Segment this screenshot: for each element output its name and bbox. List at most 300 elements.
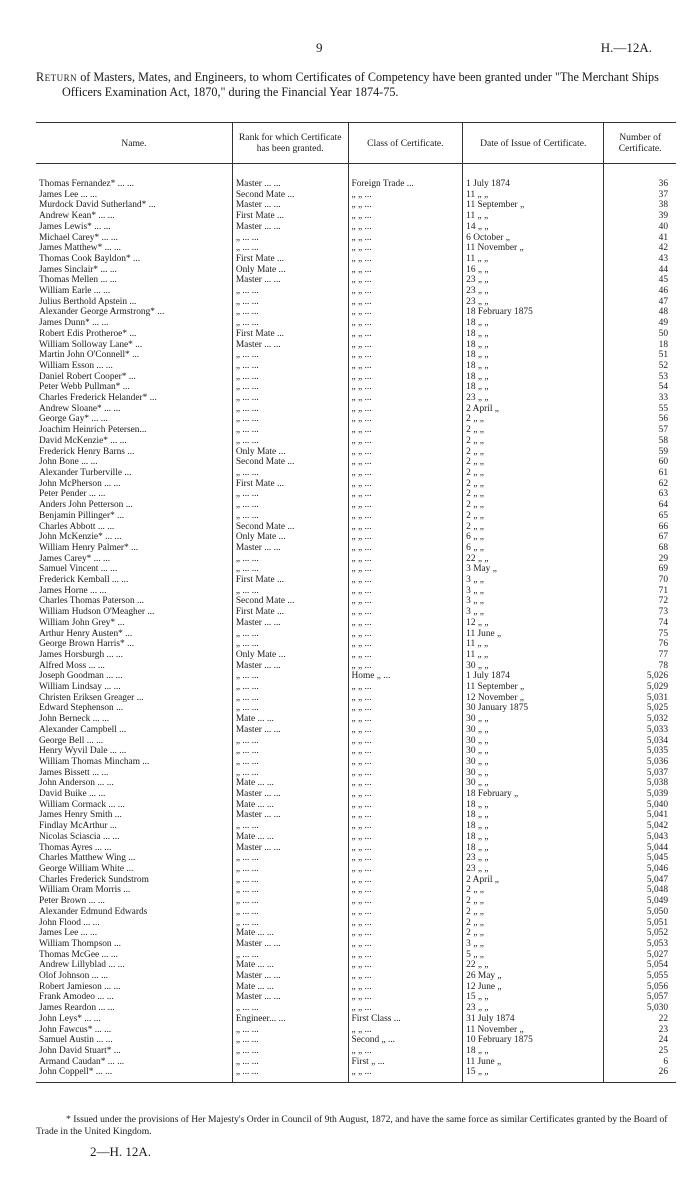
cell-name: James Horsburgh ... ...	[39, 649, 123, 660]
cell-date: 22 „ „	[463, 554, 604, 565]
cell-number: 41	[604, 233, 676, 244]
cell-date: 15 „ „	[463, 992, 604, 1003]
cell-class: „ „ ...	[348, 489, 463, 500]
cell-date: 18 „ „	[463, 832, 604, 843]
cell-name: Frederick Henry Barns ...	[39, 446, 135, 457]
cell-number: 63	[604, 489, 676, 500]
cell-rank: Master ... ...	[232, 843, 348, 854]
cell-number: 71	[604, 586, 676, 597]
cell-rank: „ ... ...	[232, 896, 348, 907]
cell-date: 2 „ „	[463, 479, 604, 490]
cell-rank: „ ... ...	[232, 554, 348, 565]
cell-date: 6 „ „	[463, 543, 604, 554]
cell-class: „ „ ...	[348, 725, 463, 736]
table-row	[36, 982, 676, 993]
cell-date: 23 „ „	[463, 1003, 604, 1014]
cell-date: 2 „ „	[463, 457, 604, 468]
cell-number: 5,042	[604, 821, 676, 832]
cell-name: William Cormack ... ...	[39, 799, 125, 810]
cell-class: „ „ ...	[348, 447, 463, 458]
cell-date: 31 July 1874	[463, 1014, 604, 1025]
cell-date: 30 January 1875	[463, 703, 604, 714]
title-lead: Return	[36, 70, 78, 84]
cell-class: „ „ ...	[348, 757, 463, 768]
table-row	[36, 607, 676, 618]
cell-name: John Coppell* ... ...	[36, 1067, 232, 1082]
cell-class: „ „ ...	[348, 554, 463, 565]
cell-number: 5,038	[604, 778, 676, 789]
table-row	[36, 992, 676, 1003]
table-row	[36, 928, 676, 939]
cell-class: „ „ ...	[348, 618, 463, 629]
table-row	[36, 350, 676, 361]
cell-class: „ „ ...	[348, 532, 463, 543]
table-row	[36, 960, 676, 971]
cell-number: 53	[604, 372, 676, 383]
cell-name: Julius Berthold Apstein ...	[39, 296, 137, 307]
cell-name: Thomas McGee ... ...	[39, 949, 118, 960]
table-row	[36, 950, 676, 961]
cell-rank: „ ... ...	[232, 736, 348, 747]
cell-number: 76	[604, 639, 676, 650]
cell-name: William John Grey* ...	[39, 617, 125, 628]
cell-class: „ „ ...	[348, 1025, 463, 1036]
cell-rank: „ ... ...	[232, 243, 348, 254]
cell-class: „ „ ...	[348, 821, 463, 832]
cell-date: 11 „ „	[463, 639, 604, 650]
cell-number: 78	[604, 661, 676, 672]
table-row	[36, 425, 676, 436]
cell-number: 5,056	[604, 982, 676, 993]
table-row	[36, 222, 676, 233]
cell-number: 33	[604, 393, 676, 404]
cell-number: 5,030	[604, 1003, 676, 1014]
table-row	[36, 286, 676, 297]
cell-date: 23 „ „	[463, 393, 604, 404]
cell-date: 11 November „	[463, 243, 604, 254]
title-text: of Masters, Mates, and Engineers, to whom Certificates of Competency have been granted under "The Merchant Ships Officers Examination Act, 1870," during the Financial Year 1874-75.	[62, 70, 659, 99]
cell-rank: Only Mate ...	[232, 650, 348, 661]
cell-class: „ „ ...	[348, 746, 463, 757]
cell-class: „ „ ...	[348, 350, 463, 361]
cell-name: Daniel Robert Cooper* ...	[39, 371, 136, 382]
cell-rank: First Mate ...	[232, 211, 348, 222]
cell-rank: „ ... ...	[232, 468, 348, 479]
cell-date: 18 „ „	[463, 843, 604, 854]
cell-date: 18 „ „	[463, 382, 604, 393]
cell-rank: „ ... ...	[232, 586, 348, 597]
table-row	[36, 736, 676, 747]
cell-date: 3 „ „	[463, 939, 604, 950]
cell-class: „ „ ...	[348, 1067, 463, 1082]
column-header-number: Number of Certificate.	[604, 123, 676, 164]
cell-class: „ „ ...	[348, 693, 463, 704]
cell-name: George Bell ... ...	[39, 735, 104, 746]
cell-rank: „ ... ...	[232, 950, 348, 961]
cell-number: 5,029	[604, 682, 676, 693]
cell-name: Robert Edis Protheroe* ...	[39, 328, 137, 339]
cell-number: 5,055	[604, 971, 676, 982]
cell-number: 5,032	[604, 714, 676, 725]
cell-name: John David Stuart* ...	[39, 1045, 121, 1056]
cell-rank: Master ... ...	[232, 200, 348, 211]
cell-name: Henry Wyvil Dale ... ...	[39, 746, 127, 757]
table-row	[36, 875, 676, 886]
certificates-table	[36, 122, 676, 1083]
table-row	[36, 564, 676, 575]
cell-number: 67	[604, 532, 676, 543]
cell-name: James Henry Smith ...	[39, 810, 122, 821]
table-row	[36, 843, 676, 854]
cell-name: Alexander Turberville ...	[39, 467, 132, 478]
cell-rank: „ ... ...	[232, 414, 348, 425]
cell-rank: Master ... ...	[232, 810, 348, 821]
cell-number: 61	[604, 468, 676, 479]
cell-date: 1 July 1874	[463, 671, 604, 682]
footer-reference: 2—H. 12A.	[90, 1144, 152, 1159]
table-row	[36, 650, 676, 661]
cell-name: James Sinclair* ... ...	[39, 264, 117, 275]
cell-rank: „ ... ...	[232, 918, 348, 929]
table-row	[36, 778, 676, 789]
cell-class: Home „ ...	[348, 671, 463, 682]
cell-date: 30 „ „	[463, 757, 604, 768]
cell-number: 65	[604, 511, 676, 522]
cell-rank: „ ... ...	[232, 1003, 348, 1014]
cell-number: 6	[604, 1057, 676, 1068]
table-row	[36, 586, 676, 597]
cell-rank: „ ... ...	[232, 564, 348, 575]
cell-number: 5,040	[604, 800, 676, 811]
table-row	[36, 832, 676, 843]
cell-class: „ „ ...	[348, 768, 463, 779]
cell-name: John Anderson ... ...	[39, 778, 114, 789]
cell-rank: „ ... ...	[232, 885, 348, 896]
cell-name: Charles Frederick Sundstrom	[39, 874, 149, 885]
table-row	[36, 1035, 676, 1046]
cell-number: 5,025	[604, 703, 676, 714]
column-header-class: Class of Certificate.	[348, 123, 463, 164]
cell-rank: „ ... ...	[232, 286, 348, 297]
cell-number: 26	[604, 1067, 676, 1082]
cell-name: Alfred Moss ... ...	[39, 660, 105, 671]
table-row	[36, 1003, 676, 1014]
cell-class: „ „ ...	[348, 596, 463, 607]
table-row	[36, 1014, 676, 1025]
cell-date: 11 September „	[463, 200, 604, 211]
cell-date: 6 „ „	[463, 532, 604, 543]
cell-rank: Only Mate ...	[232, 532, 348, 543]
cell-date: 2 „ „	[463, 436, 604, 447]
table-row	[36, 233, 676, 244]
cell-date: 18 „ „	[463, 800, 604, 811]
cell-name: William Henry Palmer* ...	[39, 542, 139, 553]
cell-number: 25	[604, 1046, 676, 1057]
cell-class: „ „ ...	[348, 286, 463, 297]
cell-rank: First Mate ...	[232, 479, 348, 490]
cell-number: 5,034	[604, 736, 676, 747]
cell-date: 11 „ „	[463, 190, 604, 201]
cell-date: 3 „ „	[463, 607, 604, 618]
cell-name: George Gay* ... ...	[39, 414, 108, 425]
cell-class: „ „ ...	[348, 907, 463, 918]
cell-name: Nicolas Sciascia ... ...	[39, 831, 120, 842]
table-row	[36, 971, 676, 982]
cell-class: „ „ ...	[348, 843, 463, 854]
cell-rank: Master ... ...	[232, 618, 348, 629]
cell-number: 5,047	[604, 875, 676, 886]
cell-rank: „ ... ...	[232, 297, 348, 308]
table-row	[36, 821, 676, 832]
cell-rank: „ ... ...	[232, 393, 348, 404]
table-row	[36, 382, 676, 393]
cell-number: 5,052	[604, 928, 676, 939]
cell-class: Foreign Trade ...	[348, 179, 463, 190]
cell-date: 2 „ „	[463, 522, 604, 533]
cell-number: 68	[604, 543, 676, 554]
cell-rank: Master ... ...	[232, 789, 348, 800]
cell-date: 23 „ „	[463, 275, 604, 286]
cell-number: 57	[604, 425, 676, 436]
cell-class: „ „ ...	[348, 682, 463, 693]
table-row	[36, 682, 676, 693]
cell-rank: Mate ... ...	[232, 778, 348, 789]
cell-number: 5,043	[604, 832, 676, 843]
cell-number: 39	[604, 211, 676, 222]
column-header-date: Date of Issue of Certificate.	[463, 123, 604, 164]
cell-class: „ „ ...	[348, 810, 463, 821]
table-row	[36, 254, 676, 265]
cell-date: 2 „ „	[463, 414, 604, 425]
cell-number: 5,027	[604, 950, 676, 961]
cell-name: Thomas Ayres ... ...	[39, 842, 112, 853]
table-row	[36, 575, 676, 586]
cell-number: 5,033	[604, 725, 676, 736]
table-row	[36, 522, 676, 533]
cell-rank: First Mate ...	[232, 329, 348, 340]
cell-name: Alexander George Armstrong* ...	[39, 307, 165, 318]
table-header-row	[36, 123, 676, 164]
cell-name: James Dunn* ... ...	[39, 318, 109, 329]
table-row	[36, 800, 676, 811]
cell-date: 2 „ „	[463, 489, 604, 500]
cell-name: Michael Carey* ... ...	[39, 232, 118, 243]
cell-date: 30 „ „	[463, 778, 604, 789]
cell-class: „ „ ...	[348, 853, 463, 864]
cell-number: 5,049	[604, 896, 676, 907]
cell-number: 50	[604, 329, 676, 340]
cell-rank: Master ... ...	[232, 725, 348, 736]
table-row	[36, 1046, 676, 1057]
cell-date: 11 June „	[463, 1057, 604, 1068]
cell-date: 18 „ „	[463, 350, 604, 361]
cell-name: William Esson ... ...	[39, 360, 113, 371]
cell-rank: „ ... ...	[232, 746, 348, 757]
cell-rank: „ ... ...	[232, 639, 348, 650]
cell-rank: „ ... ...	[232, 821, 348, 832]
cell-date: 11 November „	[463, 1025, 604, 1036]
cell-date: 18 „ „	[463, 340, 604, 351]
table-row	[36, 618, 676, 629]
cell-name: Andrew Sloane* ... ...	[39, 403, 121, 414]
table-row	[36, 725, 676, 736]
cell-date: 15 „ „	[463, 1067, 604, 1082]
cell-number: 42	[604, 243, 676, 254]
cell-date: 2 „ „	[463, 907, 604, 918]
cell-date: 18 „ „	[463, 318, 604, 329]
cell-number: 23	[604, 1025, 676, 1036]
cell-rank: Master ... ...	[232, 971, 348, 982]
cell-class: „ „ ...	[348, 243, 463, 254]
cell-date: 2 „ „	[463, 500, 604, 511]
cell-class: „ „ ...	[348, 736, 463, 747]
cell-rank: „ ... ...	[232, 768, 348, 779]
cell-name: William Lindsay ... ...	[39, 682, 121, 693]
cell-class: „ „ ...	[348, 222, 463, 233]
cell-name: Joseph Goodman ... ...	[39, 671, 123, 682]
cell-number: 69	[604, 564, 676, 575]
cell-number: 5,037	[604, 768, 676, 779]
cell-number: 5,053	[604, 939, 676, 950]
cell-date: 2 April „	[463, 404, 604, 415]
cell-class: „ „ ...	[348, 661, 463, 672]
cell-name: Alexander Campbell ...	[39, 724, 127, 735]
cell-name: Thomas Cook Bayldon* ...	[39, 253, 141, 264]
cell-name: James Reardon ... ...	[39, 1003, 115, 1014]
cell-number: 5,026	[604, 671, 676, 682]
cell-class: „ „ ...	[348, 297, 463, 308]
cell-rank: Mate ... ...	[232, 800, 348, 811]
cell-rank: Master ... ...	[232, 939, 348, 950]
cell-name: Samuel Austin ... ...	[39, 1035, 113, 1046]
cell-date: 18 „ „	[463, 810, 604, 821]
cell-number: 5,045	[604, 853, 676, 864]
cell-date: 18 „ „	[463, 372, 604, 383]
cell-class: „ „ ...	[348, 982, 463, 993]
cell-name: James Carey* ... ...	[39, 553, 111, 564]
cell-name: Christen Eriksen Greager ...	[39, 692, 144, 703]
table-row	[36, 190, 676, 201]
cell-rank: „ ... ...	[232, 703, 348, 714]
table-row	[36, 340, 676, 351]
cell-class: „ „ ...	[348, 703, 463, 714]
table-row	[36, 757, 676, 768]
table-row	[36, 436, 676, 447]
cell-class: „ „ ...	[348, 340, 463, 351]
table-body	[36, 164, 676, 1083]
cell-class: „ „ ...	[348, 992, 463, 1003]
cell-name: John McPherson ... ...	[39, 478, 121, 489]
cell-class: „ „ ...	[348, 436, 463, 447]
cell-rank: „ ... ...	[232, 757, 348, 768]
cell-name: James Bissett ... ...	[39, 767, 109, 778]
cell-name: James Matthew* ... ...	[39, 243, 122, 254]
cell-name: Charles Thomas Paterson ...	[39, 596, 145, 607]
cell-number: 5,046	[604, 864, 676, 875]
cell-class: „ „ ...	[348, 372, 463, 383]
cell-name: Edward Stephenson ...	[39, 703, 124, 714]
cell-rank: „ ... ...	[232, 907, 348, 918]
cell-date: 3 „ „	[463, 575, 604, 586]
cell-class: „ „ ...	[348, 200, 463, 211]
cell-rank: „ ... ...	[232, 693, 348, 704]
cell-name: Alexander Edmund Edwards	[39, 906, 148, 917]
table-row	[36, 447, 676, 458]
cell-name: David Buike ... ...	[39, 789, 106, 800]
cell-class: „ „ ...	[348, 468, 463, 479]
cell-number: 58	[604, 436, 676, 447]
cell-class: „ „ ...	[348, 190, 463, 201]
cell-class: „ „ ...	[348, 1003, 463, 1014]
cell-date: 18 „ „	[463, 821, 604, 832]
table-row	[36, 693, 676, 704]
cell-name: Andrew Kean* ... ...	[39, 211, 115, 222]
cell-rank: Second Mate ...	[232, 190, 348, 201]
cell-date: 11 „ „	[463, 650, 604, 661]
cell-number: 5,051	[604, 918, 676, 929]
cell-rank: „ ... ...	[232, 1046, 348, 1057]
cell-class: „ „ ...	[348, 607, 463, 618]
cell-number: 48	[604, 307, 676, 318]
cell-rank: Engineer... ...	[232, 1014, 348, 1025]
cell-number: 5,041	[604, 810, 676, 821]
cell-name: Peter Pender ... ...	[39, 489, 106, 500]
cell-rank: Mate ... ...	[232, 832, 348, 843]
table-row	[36, 714, 676, 725]
cell-name: George William White ...	[39, 864, 134, 874]
cell-number: 40	[604, 222, 676, 233]
cell-name: Arthur Henry Austen* ...	[39, 628, 133, 639]
cell-name: Robert Jamieson ... ...	[39, 981, 121, 992]
cell-date: 2 „ „	[463, 511, 604, 522]
cell-class: „ „ ...	[348, 1046, 463, 1057]
cell-name: David McKenzie* ... ...	[39, 435, 127, 446]
cell-name: William Solloway Lane* ...	[39, 339, 143, 350]
cell-number: 62	[604, 479, 676, 490]
table-row	[36, 511, 676, 522]
cell-rank: „ ... ...	[232, 1035, 348, 1046]
cell-rank: „ ... ...	[232, 350, 348, 361]
table-row	[36, 1067, 676, 1082]
cell-date: 2 „ „	[463, 425, 604, 436]
cell-date: 30 „ „	[463, 725, 604, 736]
cell-date: 12 „ „	[463, 618, 604, 629]
cell-date: 30 „ „	[463, 746, 604, 757]
cell-rank: „ ... ...	[232, 511, 348, 522]
cell-number: 5,036	[604, 757, 676, 768]
table-row	[36, 179, 676, 190]
cell-class: „ „ ...	[348, 950, 463, 961]
cell-class: „ „ ...	[348, 650, 463, 661]
cell-class: „ „ ...	[348, 233, 463, 244]
cell-rank: „ ... ...	[232, 307, 348, 318]
cell-name: William Thomas Mincham ...	[39, 756, 150, 767]
cell-date: 2 „ „	[463, 468, 604, 479]
cell-number: 18	[604, 340, 676, 351]
cell-number: 43	[604, 254, 676, 265]
document-reference: H.—12A.	[600, 40, 652, 55]
cell-name: Findlay McArthur ...	[39, 821, 117, 832]
cell-date: 3 May „	[463, 564, 604, 575]
cell-number: 22	[604, 1014, 676, 1025]
cell-class: „ „ ...	[348, 960, 463, 971]
table-row	[36, 243, 676, 254]
cell-rank: „ ... ...	[232, 318, 348, 329]
cell-name: John Leys* ... ...	[39, 1013, 101, 1024]
cell-class: „ „ ...	[348, 971, 463, 982]
cell-number: 75	[604, 629, 676, 640]
cell-number: 72	[604, 596, 676, 607]
